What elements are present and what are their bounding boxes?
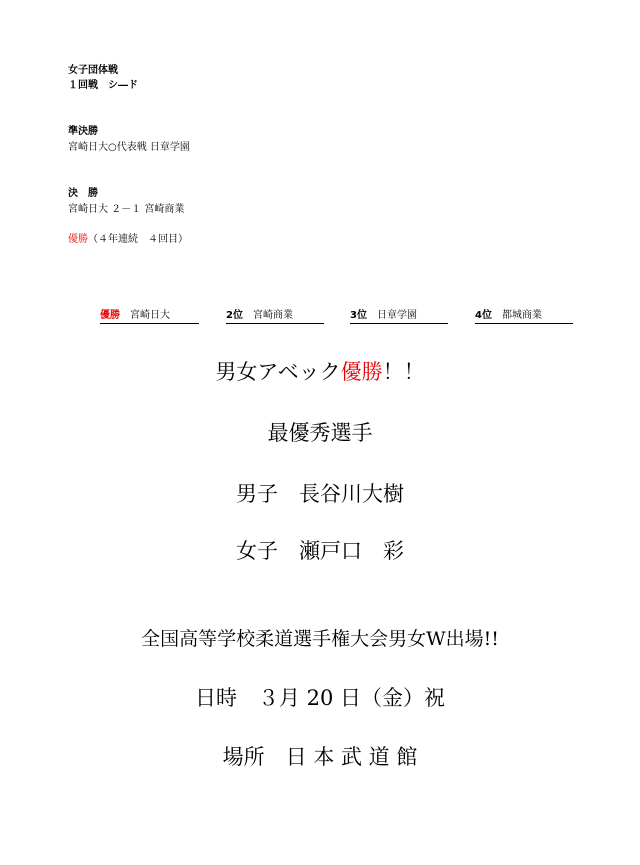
section-heading: 女子団体戦 bbox=[68, 65, 118, 76]
national-title: 全国高等学校柔道選手権大会男女W出場!! bbox=[141, 628, 499, 650]
ranking-school: 宮崎日大 bbox=[130, 310, 170, 321]
semifinal-label: 準決勝 bbox=[68, 126, 98, 137]
ranking-place: 4位 bbox=[475, 310, 492, 321]
championship-word: 優勝 bbox=[68, 234, 88, 245]
headline-suffix: ！！ bbox=[382, 360, 425, 384]
semifinal-result: 宮崎日大○代表戦 日章学園 bbox=[68, 142, 190, 153]
ranking-school: 宮崎商業 bbox=[252, 310, 293, 321]
ranking-3 bbox=[350, 309, 448, 324]
ranking-place: 2位 bbox=[226, 310, 243, 321]
ranking-school: 都城商業 bbox=[501, 310, 542, 321]
championship-line bbox=[68, 233, 188, 246]
mvp-title: 最優秀選手 bbox=[267, 421, 373, 445]
round1-result: １回戦 シ―ド bbox=[68, 80, 138, 91]
championship-note: （４年連続 ４回目） bbox=[88, 234, 188, 245]
mvp-male: 男子 長谷川大樹 bbox=[236, 482, 404, 506]
event-venue: 場所 日 本 武 道 館 bbox=[222, 745, 418, 769]
ranking-2 bbox=[226, 309, 324, 324]
headline-highlight: 優勝 bbox=[340, 360, 383, 384]
mvp-female: 女子 瀬戸口 彩 bbox=[236, 539, 404, 563]
ranking-1 bbox=[100, 309, 199, 324]
ranking-place: 優勝 bbox=[100, 310, 120, 321]
final-label: 決 勝 bbox=[68, 188, 98, 199]
headline-prefix: 男女アベック bbox=[215, 360, 341, 384]
ranking-4 bbox=[475, 309, 573, 324]
event-date: 日時 ３月 20 日（金）祝 bbox=[194, 686, 446, 710]
headline bbox=[0, 358, 640, 386]
ranking-school: 日章学園 bbox=[376, 310, 417, 321]
final-result: 宮崎日大 ２－１ 宮崎商業 bbox=[68, 204, 185, 215]
ranking-place: 3位 bbox=[350, 310, 367, 321]
